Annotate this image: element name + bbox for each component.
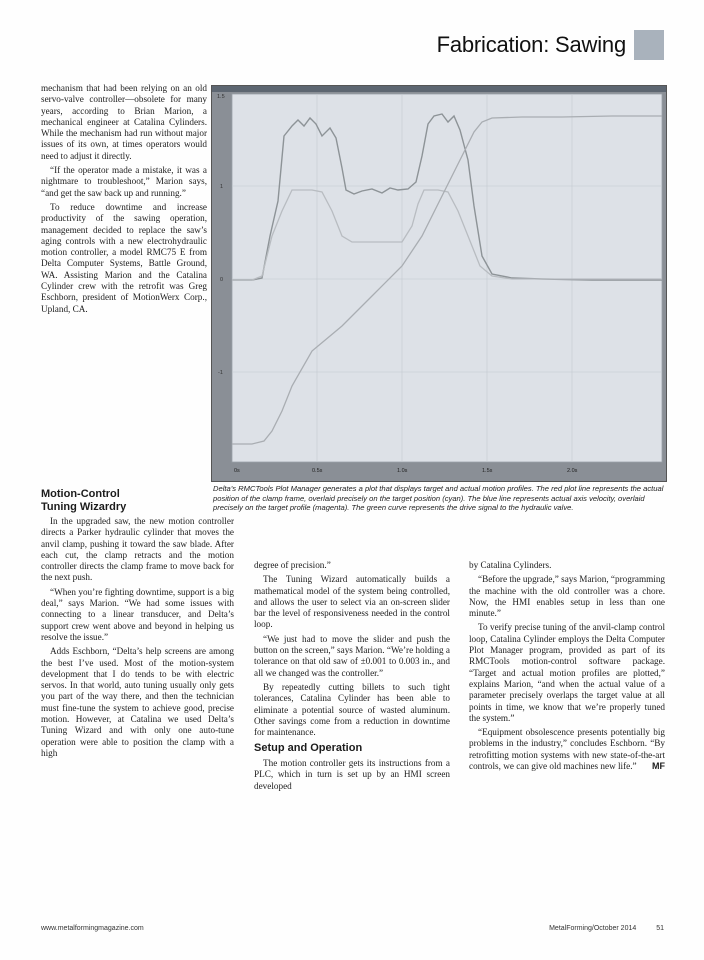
page-header (437, 30, 664, 60)
paragraph: In the upgraded saw, the new motion controller directs a Parker hydraulic cylinder that moves the anvil clamp, pushing it toward the saw blade. After each cut, the clamp retracts and the motion controller directs the clamp frame to move back for the next push. (41, 516, 234, 583)
y-tick-label: -1 (218, 370, 223, 376)
plot-title-bar (212, 86, 666, 92)
subheading-motion-control: Motion-Control Tuning Wizardry (41, 488, 127, 513)
column-2 (254, 560, 450, 795)
column-1-bottom (41, 484, 234, 762)
paragraph: mechanism that had been relying on an old servo-valve controller—obsolete for many years, according to Brian Marion, a mechanical engineer at Catalina Cylinders. While the mechanism had run without major issues of its own, at times operators would need to adjust it directly. (41, 83, 207, 161)
y-tick-labels (217, 94, 225, 376)
footer-magazine: MetalForming/October 2014 (549, 925, 637, 932)
paragraph: The motion controller gets its instructions from a PLC, which in turn is set up by an HMI screen developed (254, 757, 450, 791)
y-tick-label: 1 (220, 184, 224, 190)
x-tick-label: 0.5s (312, 468, 323, 474)
x-tick-label: 2.0s (567, 468, 578, 474)
paragraph: “If the operator made a mistake, it was a nightmare to troubleshoot,” Marion says, “and get the saw back up and running.” (41, 165, 207, 198)
section-tab-marker (634, 30, 664, 60)
end-mark: MF (652, 761, 665, 772)
column-1-top (41, 83, 207, 318)
paragraph: By repeatedly cutting billets to such tight tolerances, Catalina Cylinder has been able to eliminate a potential source of wasted aluminum. Other savings come from a reduction in downtime for maintenance. (254, 681, 450, 738)
figure-caption: Delta’s RMCTools Plot Manager generates a plot that displays target and actual motion profiles. The red plot line represents the actual position of the clamp frame, overlaid precisely on the target position (cyan). The blue line represents actual axis velocity, overlaid precisely on the target profile (magenta). The green curve represents the drive signal to the hydraulic valve. (213, 484, 664, 513)
plot-area (232, 94, 662, 462)
subheading-setup: Setup and Operation (254, 742, 363, 755)
x-tick-labels (234, 468, 578, 474)
paragraph: To reduce downtime and increase productivity of the sawing operation, management decided to replace the saw’s aging controls with a new electrohydraulic motion controller, a model RMC75 E from Delta Computer Systems, Battle Ground, WA. Assisting Marion and the Catalina Cylinder crew with the retrofit was Greg Eschborn, president of MotionWerx Corp., Upland, CA. (41, 201, 207, 314)
page-footer (41, 925, 664, 932)
paragraph: The Tuning Wizard automatically builds a mathematical model of the system being controlled, and allows the user to select via an on-screen slider bar the level of responsiveness needed in the control loop. (254, 574, 450, 630)
plot-figure (211, 85, 667, 482)
paragraph: degree of precision.” (254, 560, 331, 570)
x-tick-label: 1.5s (482, 468, 493, 474)
footer-url: www.metalformingmagazine.com (41, 925, 144, 932)
paragraph: “We just had to move the slider and push the button on the screen,” says Marion. “We’re holding a tolerance on that old saw of ±0.001 to 0.003 in., and all we changed was the controller.” (254, 633, 450, 678)
page-number: 51 (656, 925, 664, 932)
section-title: Fabrication: Sawing (436, 32, 626, 57)
column-3 (469, 560, 665, 775)
paragraph-text: “Equipment obsolescence presents potentially big problems in the industry,” concludes Eschborn. “By retrofitting motion systems with new state-of-the-art controls, we can give old machines new life.” (469, 727, 665, 772)
paragraph: by Catalina Cylinders. (469, 560, 552, 570)
paragraph (469, 727, 665, 772)
paragraph: “Before the upgrade,” says Marion, “programming the machine with the old controller was a chore. Now, the HMI enables setup in less than one minute.” (469, 574, 666, 619)
footer-right (531, 925, 664, 932)
y-tick-label: 0 (220, 277, 224, 283)
plot-manager-chart (212, 86, 666, 481)
paragraph: “When you’re fighting downtime, support is a big deal,” says Marion. “We had some issues with connecting to a linear transducer, and Delta’s support crew went above and beyond in helping us resolve the issue.” (41, 586, 234, 642)
x-tick-label: 0s (234, 468, 240, 474)
paragraph: To verify precise tuning of the anvil-clamp control loop, Catalina Cylinder employs the Delta Computer Plot Manager program, provided as part of its RMCTools motion-control software package. “Target and actual motion profiles are plotted,” explains Marion, “and when the actual value of a parameter precisely overlaps the target value at all points in time, we know that we’re properly tuned the system.” (469, 622, 665, 723)
paragraph: Adds Eschborn, “Delta’s help screens are among the best I’ve used. Most of the motion-system development that I do tends to be with electric servos. In that world, auto tuning usually only gets you part of the way there, and then the technician must fine-tune the system to achieve good, precise motion. However, at Catalina we used Delta’s Tuning Wizard and with only one auto-tune operation were able to position the clamp with a high (41, 646, 234, 758)
y-tick-label: 1.5 (217, 94, 225, 100)
x-tick-label: 1.0s (397, 468, 408, 474)
